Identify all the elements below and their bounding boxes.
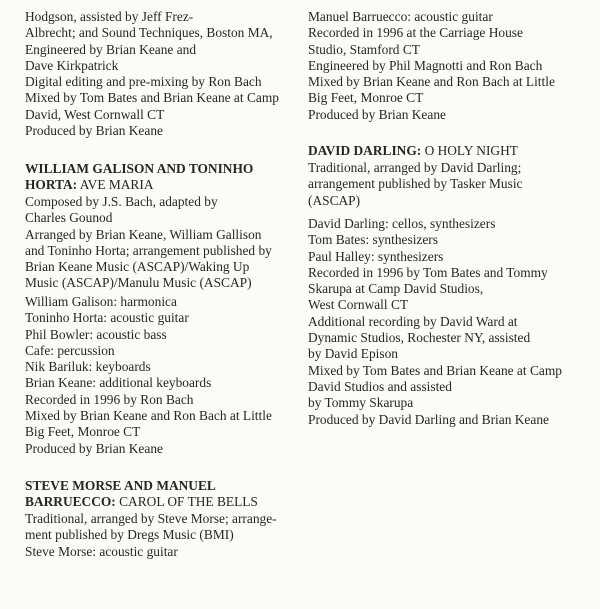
track-personnel: [308, 216, 562, 428]
credit-line: Steve Morse: acoustic guitar: [25, 543, 178, 559]
track-personnel: [25, 294, 272, 457]
credit-line: Recorded in 1996 at the Carriage House: [308, 25, 523, 41]
credit-line: Brian Keane: additional keyboards: [25, 375, 212, 391]
credit-line: (ASCAP): [308, 192, 361, 208]
credit-line: Paul Halley: synthesizers: [308, 248, 444, 264]
credit-line: David Darling: cellos, synthesizers: [308, 216, 496, 231]
artist-name: WILLIAM GALISON AND TONINHO: [25, 161, 254, 176]
credit-line: Big Feet, Monroe CT: [25, 424, 141, 440]
credit-line: Hodgson, assisted by Jeff Frez-: [25, 9, 194, 24]
credit-line: Music (ASCAP)/Manulu Music (ASCAP): [25, 275, 252, 291]
credit-line: Toninho Horta: acoustic guitar: [25, 310, 189, 326]
credit-line: Traditional, arranged by Steve Morse; arrange-: [25, 511, 277, 526]
credit-line: by David Epison: [308, 346, 399, 362]
credit-line: West Cornwall CT: [308, 297, 409, 313]
credit-line: Big Feet, Monroe CT: [308, 90, 424, 106]
credit-line: Composed by J.S. Bach, adapted by: [25, 194, 218, 209]
credit-line: Nik Bariluk: keyboards: [25, 359, 151, 375]
artist-name: BARRUECCO:: [25, 494, 116, 510]
credit-line: arrangement published by Tasker Music: [308, 176, 523, 192]
track-heading-o-holy-night: [308, 143, 518, 159]
credit-line: Phil Bowler: acoustic bass: [25, 326, 167, 342]
credit-line: Digital editing and pre-mixing by Ron Bach: [25, 74, 262, 90]
credit-line: Manuel Barruecco: acoustic guitar: [308, 9, 493, 24]
track-title: O HOLY NIGHT: [424, 143, 518, 158]
credit-line: Cafe: percussion: [25, 342, 115, 358]
credit-line: Dynamic Studios, Rochester NY, assisted: [308, 330, 531, 346]
track-title: CAROL OF THE BELLS: [119, 494, 258, 510]
credit-line: Mixed by Tom Bates and Brian Keane at Camp: [25, 90, 279, 106]
credit-line: Mixed by Brian Keane and Ron Bach at Little: [25, 408, 272, 424]
credit-line: William Galison: harmonica: [25, 294, 177, 309]
track-credits: [25, 194, 272, 292]
credit-line: Mixed by Brian Keane and Ron Bach at Little: [308, 74, 555, 90]
track-heading-carol-of-the-bells: [25, 478, 258, 511]
artist-name: HORTA:: [25, 177, 78, 193]
credit-line: Produced by Brian Keane: [308, 106, 446, 122]
track-heading-ave-maria: [25, 161, 253, 194]
credit-line: Charles Gounod: [25, 210, 113, 226]
credit-line: David, West Cornwall CT: [25, 106, 165, 122]
credit-line: Produced by David Darling and Brian Keane: [308, 411, 549, 427]
intro-credits: [25, 9, 279, 139]
credit-line: ment published by Dregs Music (BMI): [25, 527, 234, 543]
credit-line: David Studios and assisted: [308, 378, 452, 394]
credit-line: Skarupa at Camp David Studios,: [308, 281, 484, 297]
track-title: AVE MARIA: [79, 177, 154, 193]
credit-line: Dave Kirkpatrick: [25, 57, 119, 73]
credit-line: Engineered by Brian Keane and: [25, 41, 197, 57]
artist-name: DAVID DARLING:: [308, 143, 422, 158]
continued-credits: [308, 9, 555, 123]
credit-line: Tom Bates: synthesizers: [308, 232, 438, 248]
credit-line: Brian Keane Music (ASCAP)/Waking Up: [25, 259, 250, 275]
credit-line: Studio, Stamford CT: [308, 41, 420, 57]
artist-name: STEVE MORSE AND MANUEL: [25, 478, 216, 493]
credit-line: Albrecht; and Sound Techniques, Boston MA,: [25, 25, 273, 41]
credit-line: Arranged by Brian Keane, William Gallison: [25, 226, 262, 242]
credit-line: Additional recording by David Ward at: [308, 313, 518, 329]
track-credits: [25, 511, 277, 560]
track-credits: [308, 160, 523, 209]
credit-line: Produced by Brian Keane: [25, 123, 163, 139]
credit-line: Recorded in 1996 by Tom Bates and Tommy: [308, 264, 548, 280]
credit-line: Engineered by Phil Magnotti and Ron Bach: [308, 57, 543, 73]
credit-line: Recorded in 1996 by Ron Bach: [25, 391, 194, 407]
credit-line: Mixed by Tom Bates and Brian Keane at Camp: [308, 362, 562, 378]
credit-line: Traditional, arranged by David Darling;: [308, 160, 522, 175]
credit-line: and Toninho Horta; arrangement published by: [25, 242, 272, 258]
credit-line: Produced by Brian Keane: [25, 440, 163, 456]
credit-line: by Tommy Skarupa: [308, 395, 414, 411]
